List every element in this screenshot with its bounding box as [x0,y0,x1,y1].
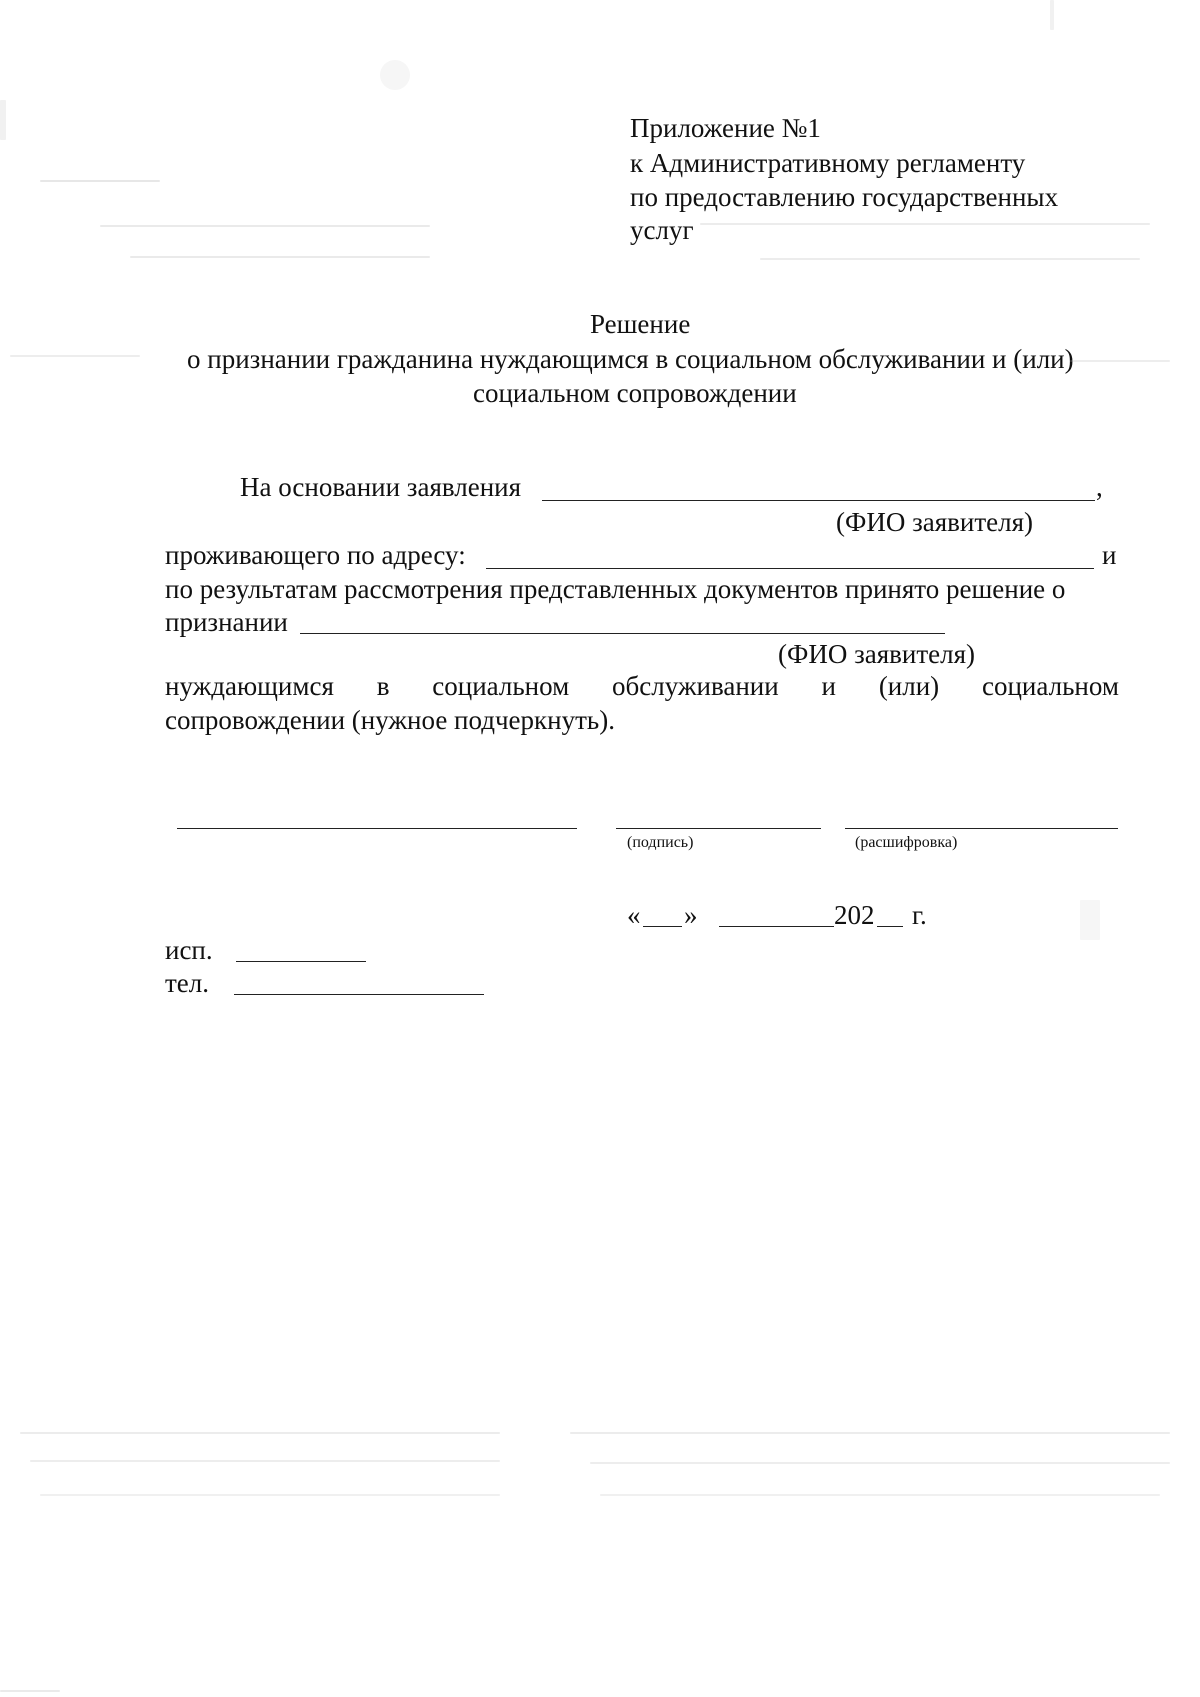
document-subtitle: о признании гражданина нуждающимся в социальном обслуживании и (или) [187,344,1074,374]
last-line: сопровождении (нужное подчеркнуть). [165,705,615,735]
phone-label: тел. [165,968,210,998]
position-field[interactable] [177,828,577,829]
and-word: и [1102,540,1117,570]
date-year-prefix: 202 [834,900,875,930]
phone-field[interactable] [234,994,484,995]
date-year-field[interactable] [877,926,903,927]
date-year-suffix: г. [912,900,927,930]
basis-label: На основании заявления [240,472,522,502]
document-title: Решение [590,309,691,339]
executor-label: исп. [165,935,213,965]
appendix-regulation: к Административному регламенту [630,148,1026,178]
recognized-name-hint: (ФИО заявителя) [778,639,976,669]
applicant-name-field[interactable] [542,500,1095,501]
date-open-quote: « [627,900,641,930]
needing-word: обслуживании [612,671,779,701]
needing-word: социальном [432,671,570,701]
recognition-label: признании [165,607,288,637]
decoding-field[interactable] [845,828,1118,829]
appendix-provision: по предоставлению государственных [630,182,1059,212]
needing-word: в [376,671,390,701]
address-field[interactable] [486,568,1094,569]
decoding-hint: (расшифровка) [855,834,958,851]
comma: , [1096,472,1103,502]
signature-hint: (подпись) [627,834,694,851]
signature-field[interactable] [616,828,821,829]
appendix-services: услуг [630,215,694,245]
date-day-field[interactable] [643,926,682,927]
appendix-number: Приложение №1 [630,113,821,143]
executor-field[interactable] [236,961,366,962]
date-month-field[interactable] [719,926,834,927]
needing-word: нуждающимся [165,671,334,701]
needing-line [165,670,1119,702]
recognized-name-field[interactable] [300,633,945,634]
applicant-name-hint: (ФИО заявителя) [836,507,1034,537]
address-label: проживающего по адресу: [165,540,466,570]
results-line: по результатам рассмотрения представленных документов принято решение о [165,574,1066,604]
date-close-quote: » [684,900,698,930]
document-subtitle-cont: социальном сопровождении [473,378,797,408]
needing-word: социальном [982,671,1119,701]
needing-word: (или) [878,671,940,701]
needing-word: и [821,671,836,701]
